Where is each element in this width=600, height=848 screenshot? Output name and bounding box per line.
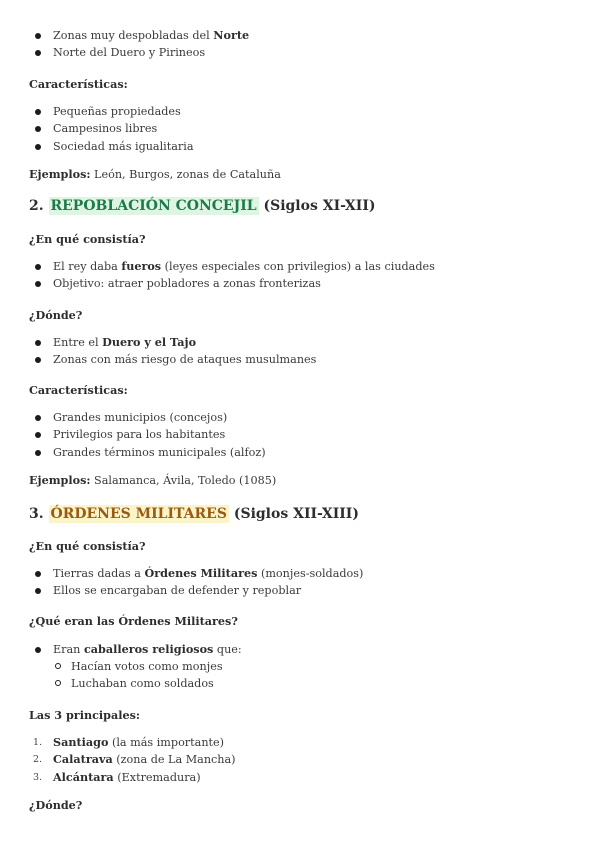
list-item: Grandes municipios (concejos)	[29, 409, 580, 426]
list-item: El rey daba fueros (leyes especiales con privilegios) a las ciudades	[29, 258, 580, 275]
examples-line: Ejemplos: Salamanca, Ávila, Toledo (1085)	[29, 473, 277, 487]
sub-list-item: Hacían votos como monjes	[29, 658, 580, 675]
list-item: Entre el Duero y el Tajo	[29, 334, 580, 351]
list-item: Pequeñas propiedades	[29, 103, 580, 120]
bullet-list	[29, 565, 580, 600]
highlighted-title: ÓRDENES MILITARES	[50, 506, 227, 522]
list-item: Objetivo: atraer pobladores a zonas fronterizas	[29, 275, 580, 292]
question-label: ¿En qué consistía?	[29, 232, 146, 246]
section-label: Características:	[29, 383, 128, 397]
list-item: Privilegios para los habitantes	[29, 426, 580, 443]
list-item: 1. Santiago (la más importante)	[33, 735, 225, 749]
bullet-list-caracteristicas	[29, 103, 580, 155]
bullet-list	[29, 258, 580, 293]
list-item: Norte del Duero y Pirineos	[29, 44, 580, 61]
highlighted-title: REPOBLACIÓN CONCEJIL	[50, 198, 257, 214]
list-item: 3. Alcántara (Extremadura)	[33, 769, 201, 784]
sub-list-item	[29, 658, 580, 693]
question-label: ¿Dónde?	[29, 308, 83, 322]
list-item: Campesinos libres	[29, 120, 580, 137]
section-label: Características:	[29, 77, 128, 91]
numbered-list-principales	[29, 734, 580, 786]
list-item: Zonas muy despobladas del Norte	[29, 27, 580, 44]
list-item: 2. Calatrava (zona de La Mancha)	[33, 752, 236, 767]
bullet-list	[29, 334, 580, 369]
examples-line: Ejemplos: León, Burgos, zonas de Cataluña	[29, 167, 281, 181]
list-item: Grandes términos municipales (alfoz)	[29, 444, 580, 461]
question-label: ¿En qué consistía?	[29, 539, 146, 553]
bullet-list	[29, 641, 580, 658]
question-label: ¿Qué eran las Órdenes Militares?	[29, 614, 238, 628]
list-item: Zonas con más riesgo de ataques musulmanes	[29, 351, 580, 368]
section-label: Las 3 principales:	[29, 708, 141, 722]
section-heading-2: 2. REPOBLACIÓN CONCEJIL (Siglos XI-XII)	[29, 198, 376, 214]
bullet-list-caracteristicas	[29, 409, 580, 461]
list-item: Ellos se encargaban de defender y repoblar	[29, 582, 580, 599]
question-label: ¿Dónde?	[29, 798, 83, 812]
list-item: Tierras dadas a Órdenes Militares (monjes-soldados)	[29, 565, 580, 582]
section-heading-3: 3. ÓRDENES MILITARES (Siglos XII-XIII)	[29, 506, 359, 522]
sub-list-item: Luchaban como soldados	[29, 675, 580, 692]
list-item: Eran caballeros religiosos que:	[29, 641, 580, 658]
sub-bullet-list	[29, 658, 580, 693]
list-item: Sociedad más igualitaria	[29, 138, 580, 155]
bullet-list-norte	[29, 27, 580, 62]
